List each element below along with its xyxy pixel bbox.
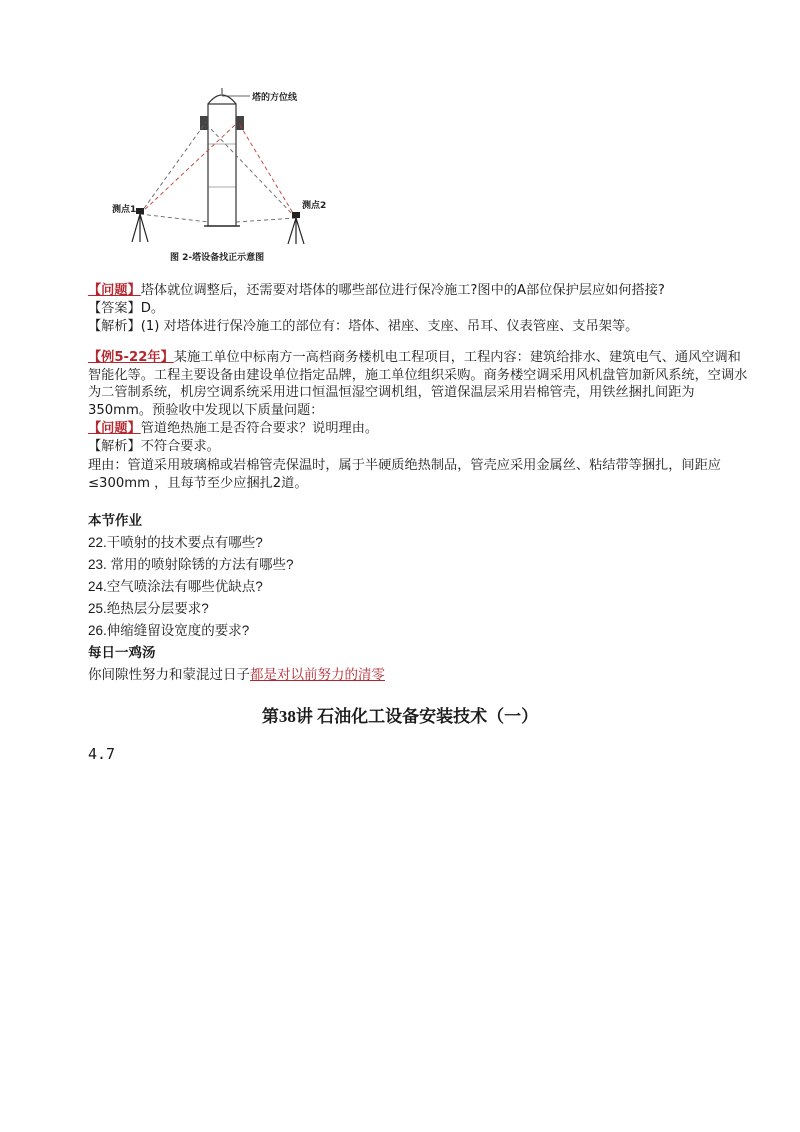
homework-title: 本节作业 — [88, 513, 142, 528]
homework-item: 23. 常用的喷射除锈的方法有哪些? — [88, 557, 294, 572]
motto-text-red: 都是对以前努力的清零 — [250, 667, 385, 682]
example-reason — [88, 457, 748, 492]
azimuth-label: 塔的方位线 — [252, 93, 298, 103]
q1-question-line — [88, 283, 665, 299]
tower-lug-right — [236, 116, 244, 130]
example-analysis-line — [88, 439, 220, 455]
q1-answer-line — [88, 301, 164, 317]
sight-line — [238, 122, 296, 218]
page-number: 4.7 — [88, 745, 116, 763]
answer-label: 【答案】 — [88, 301, 141, 316]
example-analysis-label: 【解析】 — [88, 439, 141, 454]
example-analysis-text: 不符合要求。 — [140, 439, 220, 454]
motto-text-plain: 你间隙性努力和蒙混过日子 — [88, 667, 250, 682]
tower-lug-left — [200, 116, 208, 130]
tower-body — [208, 104, 236, 226]
example-question-tag: 【问题】 — [88, 421, 141, 436]
question-tag: 【问题】 — [88, 283, 141, 298]
point2-label: 测点2 — [302, 201, 327, 211]
sight-line — [140, 214, 208, 222]
example-tag: 【例5-22年】 — [88, 350, 174, 365]
example-paragraph — [88, 349, 748, 419]
homework-item: 26.伸缩缝留设宽度的要求? — [88, 623, 250, 638]
sight-line — [140, 124, 236, 214]
example-text: 某施工单位中标南方一高档商务楼机电工程项目，工程内容：建筑给排水、建筑电气、通风空调和智能化等。工程主要设备由建设单位指定品牌，施工单位组织采购。商务楼空调采用风机盘管加新风系统，空调水为二管制系统，机房空调系统采用进口恒温恒湿空调机组，管道保温层采用岩棉管壳，用铁丝捆扎间距为350mm。预验收中发现以下质量问题： — [88, 350, 748, 418]
tower-alignment-figure — [110, 82, 360, 272]
motto-line — [88, 666, 385, 684]
example-question-text: 管道绝热施工是否符合要求？说明理由。 — [140, 421, 379, 436]
tripod-point2 — [288, 212, 304, 244]
analysis-label: 【解析】 — [88, 319, 141, 334]
homework-item: 22.干喷射的技术要点有哪些? — [88, 535, 263, 550]
homework-item: 25.绝热层分层要求? — [88, 601, 209, 616]
sight-line — [208, 126, 296, 218]
example-reason-text: 理由：管道采用玻璃棉或岩棉管壳保温时，属于半硬质绝热制品，管壳应采用金属丝、粘结带等捆扎，间距应≤300mm ，且每节至少应捆扎2道。 — [88, 458, 721, 491]
point1-label: 测点1 — [112, 205, 137, 215]
answer-text: D。 — [140, 301, 165, 316]
q1-analysis-line — [88, 319, 638, 335]
question-text: 塔体就位调整后，还需要对塔体的哪些部位进行保冷施工?图中的A部位保护层应如何搭接? — [140, 283, 665, 298]
figure-caption: 图 2-塔设备找正示意图 — [170, 253, 265, 263]
motto-title: 每日一鸡汤 — [88, 645, 156, 660]
sight-line — [236, 218, 296, 222]
sight-line — [140, 122, 206, 214]
lecture-title: 第38讲 石油化工设备安装技术（一） — [261, 707, 539, 726]
example-question-line — [88, 421, 378, 437]
analysis-text: (1) 对塔体进行保冷施工的部位有：塔体、裙座、支座、吊耳、仪表管座、支吊架等。 — [140, 319, 639, 334]
tower-diagram — [110, 82, 360, 272]
homework-item: 24.空气喷涂法有哪些优缺点? — [88, 579, 263, 594]
